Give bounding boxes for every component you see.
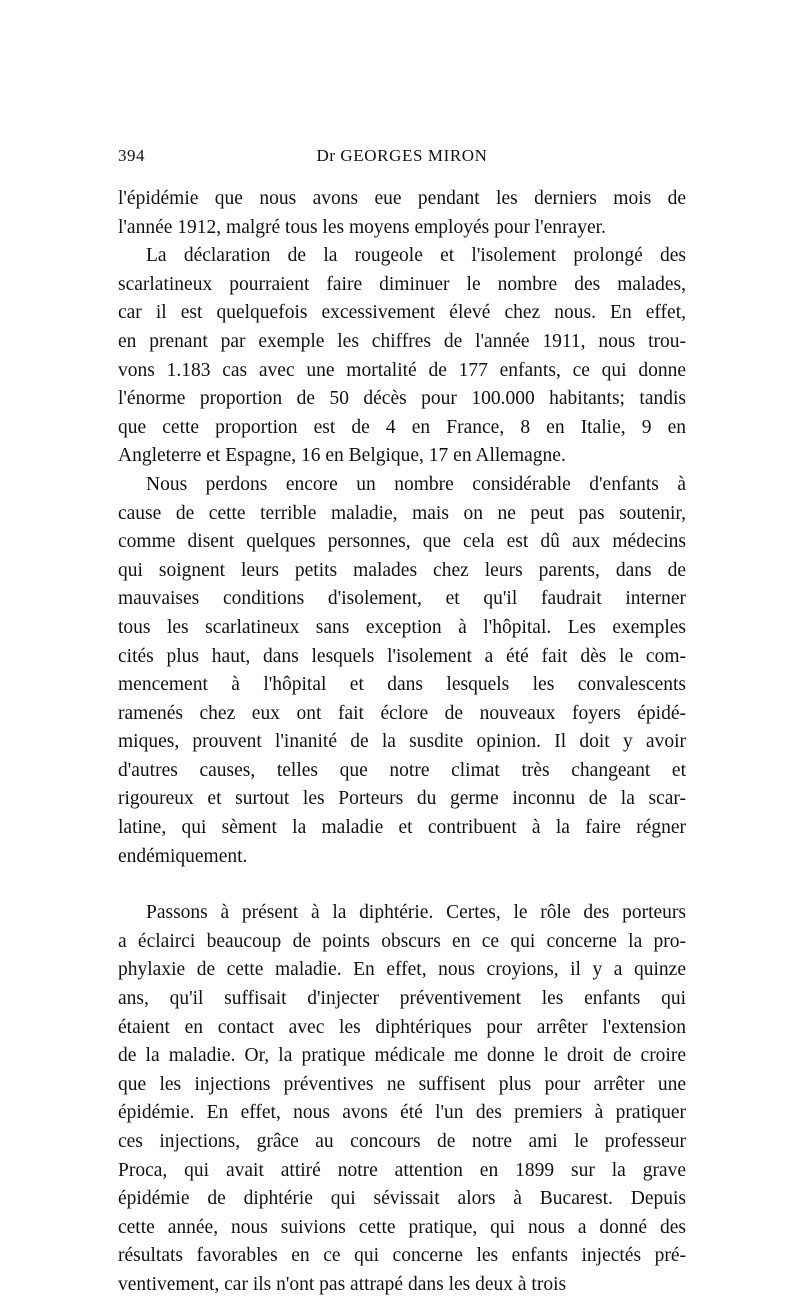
header-title [118, 146, 686, 166]
text-line: de la maladie. Or, la pratique médicale me donne le droit de croire [118, 1045, 686, 1067]
text-line: miques, prouvent l'inanité de la susdite opinion. Il doit y avoir [118, 731, 686, 753]
text-line: tous les scarlatineux sans exception à l'hôpital. Les exemples [118, 616, 686, 638]
text-line: en prenant par exemple les chiffres de l'année 1911, nous trou- [118, 330, 686, 352]
paragraph [118, 185, 686, 242]
text-line: résultats favorables en ce qui concerne les enfants injectés pré- [118, 1245, 686, 1267]
body-text [118, 185, 686, 1300]
text-line: vons 1.183 cas avec une mortalité de 177 enfants, ce qui donne [118, 359, 686, 381]
text-line: a éclairci beaucoup de points obscurs en ce qui concerne la pro- [118, 930, 686, 952]
text-line: que les injections préventives ne suffisent plus pour arrêter une [118, 1073, 686, 1095]
text-line: Passons à présent à la diphtérie. Certes, le rôle des porteurs [146, 902, 686, 924]
text-line: Proca, qui avait attiré notre attention en 1899 sur la grave [118, 1159, 686, 1181]
paragraph-gap [118, 871, 686, 899]
page-number: 394 [118, 146, 145, 165]
header-title-text: Dr GEORGES MIRON [316, 146, 488, 165]
text-line: comme disent quelques personnes, que cela est dû aux médecins [118, 531, 686, 553]
text-line: scarlatineux pourraient faire diminuer le nombre des malades, [118, 273, 686, 295]
text-line: ans, qu'il suffisait d'injecter préventivement les enfants qui [118, 988, 686, 1010]
text-line: Angleterre et Espagne, 16 en Belgique, 17 en Allemagne. [118, 445, 566, 467]
text-line: ces injections, grâce au concours de notre ami le professeur [118, 1131, 686, 1152]
running-head [118, 146, 686, 172]
text-line: endémiquement. [118, 845, 248, 867]
text-line: phylaxie de cette maladie. En effet, nous croyions, il y a quinze [118, 959, 686, 981]
paragraph [118, 471, 686, 871]
text-line: ramenés chez eux ont fait éclore de nouveaux foyers épidé- [118, 702, 686, 724]
text-line: ventivement, car ils n'ont pas attrapé dans les deux à trois [118, 1273, 567, 1295]
text-line: qui soignent leurs petits malades chez leurs parents, dans de [118, 559, 686, 581]
text-line: cités plus haut, dans lesquels l'isolement a été fait dès le com- [118, 645, 686, 667]
text-line: La déclaration de la rougeole et l'isolement prolongé des [146, 245, 686, 267]
text-line: d'autres causes, telles que notre climat très changeant et [118, 759, 686, 781]
text-line: que cette proportion est de 4 en France, 8 en Italie, 9 en [118, 416, 686, 438]
paragraph [118, 242, 686, 471]
text-line: Nous perdons encore un nombre considérable d'enfants à [146, 473, 686, 495]
text-line: cause de cette terrible maladie, mais on ne peut pas soutenir, [118, 502, 686, 524]
text-line: l'épidémie que nous avons eue pendant les derniers mois de [118, 188, 686, 209]
text-line: cette année, nous suivions cette pratique, qui nous a donné des [118, 1216, 686, 1238]
text-line: rigoureux et surtout les Porteurs du germe inconnu de la scar- [118, 788, 686, 810]
text-line: car il est quelquefois excessivement élevé chez nous. En effet, [118, 302, 686, 324]
text-line: étaient en contact avec les diphtériques pour arrêter l'extension [118, 1016, 686, 1038]
text-line: mencement à l'hôpital et dans lesquels les convalescents [118, 674, 686, 696]
text-line: épidémie. En effet, nous avons été l'un des premiers à pratiquer [118, 1102, 686, 1124]
paragraph [118, 899, 686, 1299]
text-line: l'énorme proportion de 50 décès pour 100.000 habitants; tandis [118, 388, 686, 410]
text-line: épidémie de diphtérie qui sévissait alors à Bucarest. Depuis [118, 1188, 686, 1210]
text-line: latine, qui sèment la maladie et contribuent à la faire régner [118, 817, 686, 839]
text-line: mauvaises conditions d'isolement, et qu'il faudrait interner [118, 588, 686, 610]
text-line: l'année 1912, malgré tous les moyens employés pour l'enrayer. [118, 216, 606, 238]
